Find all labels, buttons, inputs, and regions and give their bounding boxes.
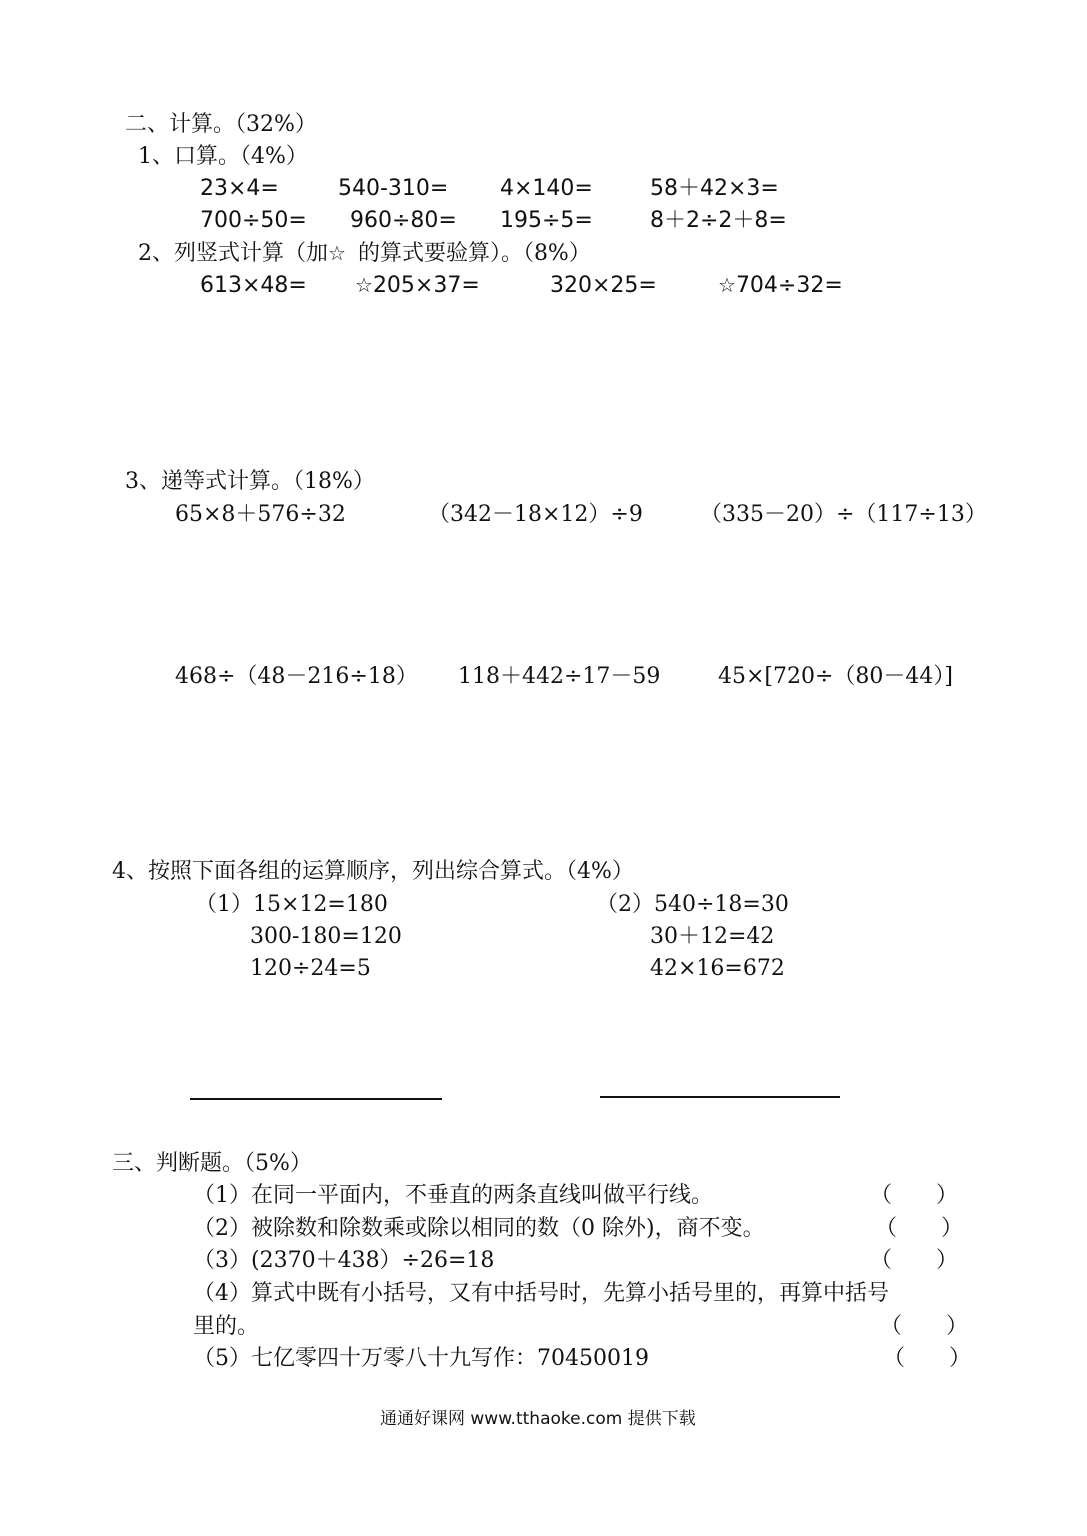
q2-item-starred — [355, 275, 480, 297]
q3-item: 65×8＋576÷32 — [175, 502, 346, 527]
q4-step: 30＋12=42 — [650, 924, 775, 949]
q2-heading — [138, 243, 591, 265]
q1-heading: 1、口算。（4%） — [138, 144, 308, 169]
judge-item: （4）算式中既有小括号，又有中括号时，先算小括号里的，再算中括号 — [193, 1281, 889, 1306]
q4-step: （1）15×12=180 — [195, 892, 388, 917]
q4-step: 42×16=672 — [650, 956, 785, 981]
q4-heading: 4、按照下面各组的运算顺序，列出综合算式。（4%） — [112, 859, 634, 884]
star-icon: ☆ — [718, 273, 736, 297]
judge-item: （1）在同一平面内，不垂直的两条直线叫做平行线。 — [193, 1183, 713, 1208]
q1-item: 8＋2÷2＋8= — [650, 208, 787, 233]
q2-item: 613×48= — [200, 273, 307, 298]
q1-item: 23×4= — [200, 176, 279, 201]
star-icon: ☆ — [328, 241, 346, 265]
judge-item-continued: 里的。 — [193, 1314, 260, 1339]
q3-heading: 3、递等式计算。（18%） — [125, 469, 375, 494]
q2-item: 205×37= — [372, 273, 480, 298]
judge-item: （3）(2370＋438）÷26=18 — [193, 1248, 495, 1273]
q4-step: 300-180=120 — [250, 924, 402, 949]
q1-item: 700÷50= — [200, 208, 307, 233]
answer-line[interactable] — [600, 1096, 840, 1098]
q2-item: 704÷32= — [735, 273, 843, 298]
q3-item: 468÷（48－216÷18） — [175, 664, 418, 689]
section-2-title: 二、计算。（32%） — [125, 112, 317, 137]
q4-step: （2）540÷18=30 — [596, 892, 789, 917]
q1-item: 540-310= — [338, 176, 449, 201]
answer-bracket[interactable]: （ ） — [875, 1216, 964, 1241]
answer-bracket[interactable]: （ ） — [870, 1248, 959, 1273]
answer-bracket[interactable]: （ ） — [870, 1183, 959, 1208]
q1-item: 58＋42×3= — [650, 176, 779, 201]
q2-heading-prefix: 2、列竖式计算（加 — [138, 241, 328, 266]
q1-item: 4×140= — [500, 176, 593, 201]
judge-item: （5）七亿零四十万零八十九写作：70450019 — [193, 1346, 649, 1371]
q1-item: 195÷5= — [500, 208, 593, 233]
q3-item: 118＋442÷17－59 — [458, 664, 661, 689]
answer-line[interactable] — [190, 1098, 442, 1100]
q2-item: 320×25= — [550, 273, 657, 298]
judge-item: （2）被除数和除数乘或除以相同的数（0 除外)，商不变。 — [193, 1216, 765, 1241]
answer-bracket[interactable]: （ ） — [883, 1346, 972, 1371]
q3-item: 45×[720÷（80－44）] — [718, 664, 954, 689]
section-3-title: 三、判断题。（5%） — [112, 1151, 312, 1176]
q3-item: （335－20）÷（117÷13） — [700, 502, 987, 527]
q3-item: （342－18×12）÷9 — [428, 502, 643, 527]
q1-item: 960÷80= — [350, 208, 457, 233]
q2-item-starred — [718, 275, 843, 297]
footer-text: 通通好课网 www.tthaoke.com 提供下载 — [380, 1409, 696, 1429]
q2-heading-suffix: 的算式要验算）。（8%） — [357, 241, 591, 266]
star-icon: ☆ — [355, 273, 373, 297]
answer-bracket[interactable]: （ ） — [880, 1314, 969, 1339]
q4-step: 120÷24=5 — [250, 956, 371, 981]
